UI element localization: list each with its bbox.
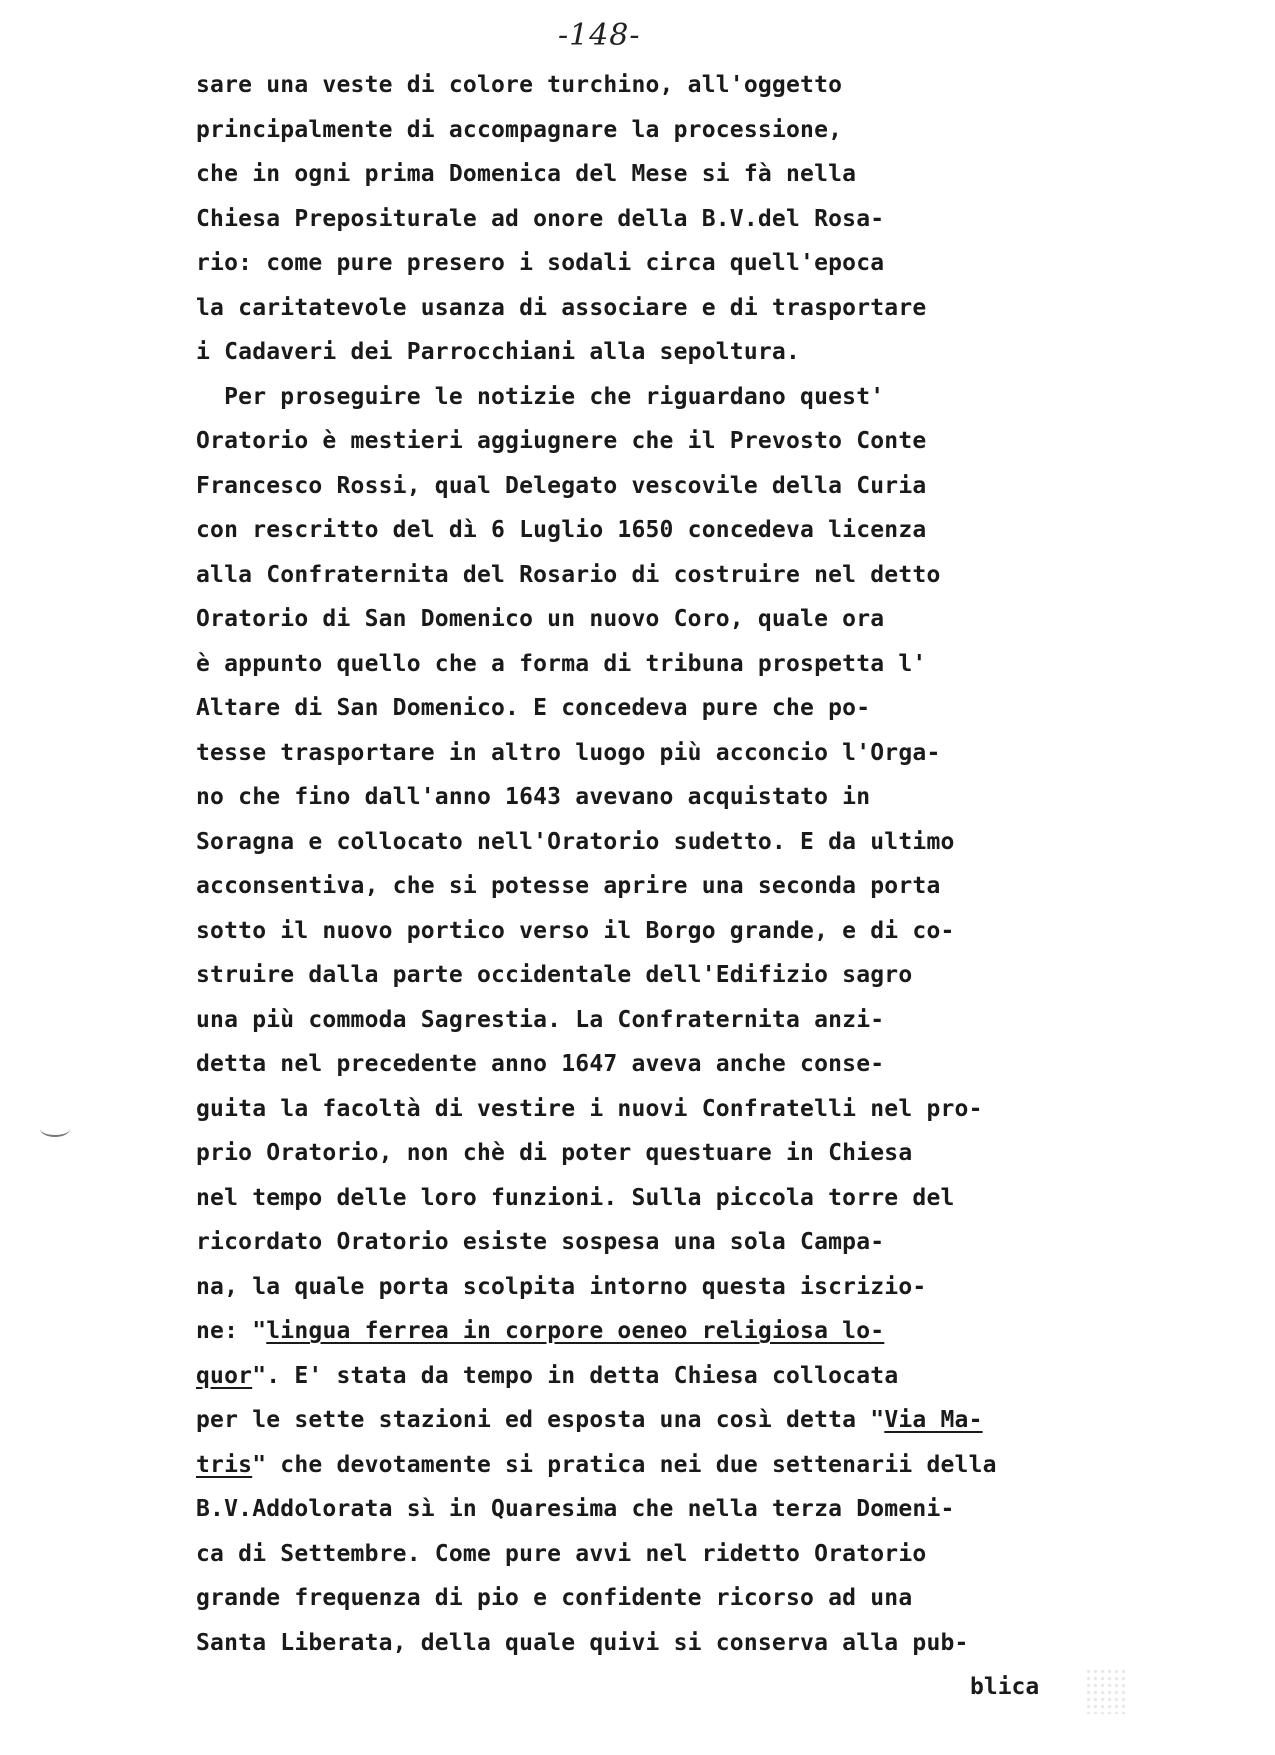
text-line-29 [196,1309,1096,1354]
text-line-35: grande frequenza di pio e confidente ricorso ad una [196,1585,913,1611]
text-line-19: acconsentiva, che si potesse aprire una seconda porta [196,873,941,899]
text-line-22: una più commoda Sagrestia. La Confraternita anzi- [196,1006,885,1033]
text-line-12: alla Confraternita del Rosario di costruire nel detto [196,561,941,588]
inscription-text-end: quor [196,1362,253,1389]
text-line-1: sare una veste di colore turchino, all'oggetto [196,72,843,98]
text-line-3: che in ogni prima Domenica del Mese si fà nella [196,161,857,187]
text-line-6: la caritatevole usanza di associare e di trasportare [196,294,927,321]
body-text [196,63,1096,1665]
via-matris-intro: per le sette stazioni ed esposta una così detta " [196,1407,885,1433]
text-line-23: detta nel precedente anno 1647 aveva anche conse- [196,1051,885,1077]
text-line-15: Altare di San Domenico. E concedeva pure che po- [196,695,871,721]
text-line-33: B.V.Addolorata sì in Quaresima che nella terza Domeni- [196,1496,955,1522]
text-line-31 [196,1398,1096,1443]
text-line-11: con rescritto del dì 6 Luglio 1650 concedeva licenza [196,517,927,543]
text-line-2: principalmente di accompagnare la processione, [196,116,843,143]
text-line-4: Chiesa Prepositurale ad onore della B.V.del Rosa- [196,205,885,232]
text-line-10: Francesco Rossi, qual Delegato vescovile della Curia [196,472,927,499]
margin-mark [40,1121,70,1137]
text-line-26: nel tempo delle loro funzioni. Sulla piccola torre del [196,1184,955,1211]
text-line-7: i Cadaveri dei Parrocchiani alla sepoltura. [196,339,801,365]
inscription-intro: ne: " [196,1318,267,1344]
text-line-28: na, la quale porta scolpita intorno questa iscrizio- [196,1273,927,1300]
text-line-9: Oratorio è mestieri aggiugnere che il Prevosto Conte [196,428,927,454]
scan-artifact [1085,1668,1125,1714]
text-line-24: guita la facoltà di vestire i nuovi Confratelli nel pro- [196,1095,983,1122]
text-line-14: è appunto quello che a forma di tribuna prospetta l' [196,650,927,677]
inscription-text: lingua ferrea in corpore oeneo religiosa lo- [266,1318,885,1344]
page-number: -148- [558,18,641,53]
via-matris-after: " che devotamente si pratica nei due settenarii della [252,1451,997,1478]
text-line-17: no che fino dall'anno 1643 avevano acquistato in [196,784,871,810]
text-line-34: ca di Settembre. Come pure avvi nel ridetto Oratorio [196,1540,927,1567]
text-line-21: struire dalla parte occidentale dell'Edifizio sagro [196,962,913,988]
text-line-16: tesse trasportare in altro luogo più acconcio l'Orga- [196,739,941,766]
text-line-20: sotto il nuovo portico verso il Borgo grande, e di co- [196,917,955,944]
text-line-27: ricordato Oratorio esiste sospesa una sola Campa- [196,1229,885,1255]
via-matris-text: Via Ma- [884,1407,983,1433]
text-line-30 [196,1354,1096,1399]
catchword: blica [970,1674,1040,1700]
text-line-8: Per proseguire le notizie che riguardano quest' [196,383,885,410]
text-line-18: Soragna e collocato nell'Oratorio sudetto. E da ultimo [196,828,955,855]
text-line-32 [196,1443,1096,1488]
via-matris-text-end: tris [196,1451,253,1478]
text-line-25: prio Oratorio, non chè di poter questuare in Chiesa [196,1140,913,1166]
text-line-36: Santa Liberata, della quale quivi si conserva alla pub- [196,1629,969,1656]
text-line-5: rio: come pure presero i sodali circa quell'epoca [196,250,885,276]
inscription-after: ". E' stata da tempo in detta Chiesa collocata [252,1362,899,1389]
text-line-13: Oratorio di San Domenico un nuovo Coro, quale ora [196,606,885,632]
